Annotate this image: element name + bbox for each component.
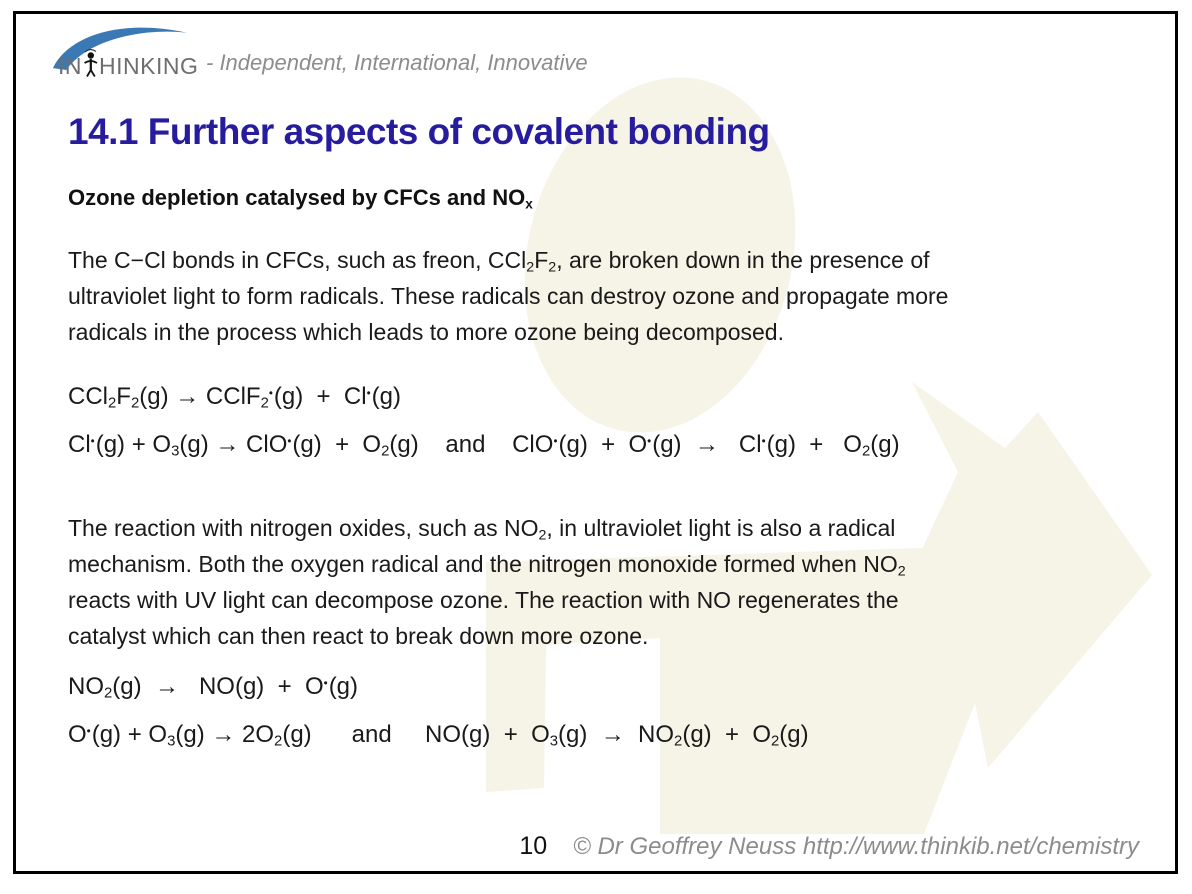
page-title: 14.1 Further aspects of covalent bonding bbox=[68, 111, 770, 152]
inthinking-logo bbox=[44, 24, 199, 84]
equation-no-regeneration: $O^•(g) + O_3(g) \to 2O_2(g)$ and $NO(g) + O_3(g) \to NO_2(g) + O_2(g)$ bbox=[68, 721, 809, 750]
logo-tagline: - Independent, International, Innovative bbox=[206, 50, 588, 75]
equation-no2-photolysis: $NO_2(g) \to NO(g) + O^•(g)$ bbox=[68, 673, 359, 702]
section-heading: Ozone depletion catalysed by CFCs and $NO_x$ bbox=[68, 185, 533, 212]
copyright-notice: © Dr Geoffrey Neuss http://www.thinkib.net/chemistry bbox=[573, 833, 1139, 860]
footer bbox=[16, 832, 1139, 861]
logo-text-in: IN bbox=[58, 53, 82, 79]
slide-frame bbox=[13, 11, 1178, 874]
logo-person-icon bbox=[83, 49, 98, 77]
slide-content bbox=[16, 14, 1175, 871]
page-number: 10 bbox=[519, 832, 548, 860]
logo-text-hinking: HINKING bbox=[99, 53, 199, 79]
header bbox=[44, 22, 1145, 84]
equation-cfc-initiation: $CCl_2F_2(g)$ → CClF$_2$•(g) + Cl•(g) bbox=[68, 383, 401, 412]
paragraph-cfc-intro: The C−Cl bonds in CFCs, such as freon, $CCl_2F_2$, are broken down in the presence of ultraviolet light to form radicals. These radicals can destroy ozone and propagate more radicals in the process which leads to more ozone being decomposed. bbox=[68, 247, 949, 345]
equation-cfc-propagation: $Cl^•(g) + O_3(g) \to ClO^•(g) + O_2(g)$ and $ClO^•(g) + O^•(g) \to Cl^•(g) + O_2(g)$ bbox=[68, 431, 900, 460]
paragraph-nox-mechanism: The reaction with nitrogen oxides, such as $NO_2$, in ultraviolet light is also a radical mechanism. Both the oxygen radical and the nitrogen monoxide formed when $NO_2$ reacts with UV light can decompose ozone. The reaction with NO regenerates the catalyst which can then react to break down more ozone. bbox=[68, 515, 906, 649]
logo-wordmark bbox=[58, 49, 198, 80]
